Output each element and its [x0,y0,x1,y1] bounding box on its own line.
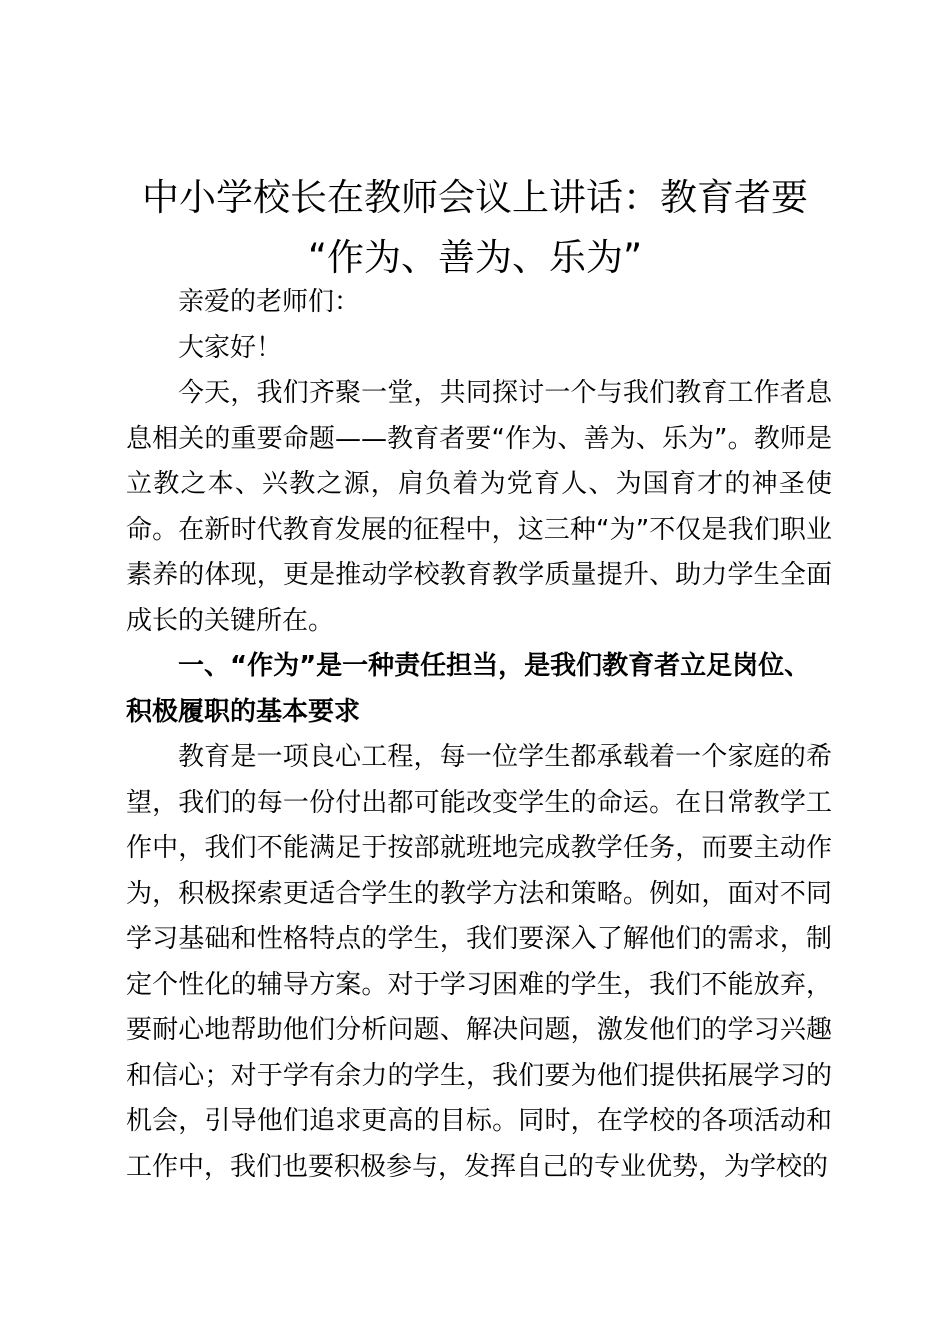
title-line-1: 中小学校长在教师会议上讲话：教育者要 [142,176,808,219]
section-1-heading: 一、“作为”是一种责任担当，是我们教育者立足岗位、积极履职的基本要求 [126,651,811,727]
title-line-2: “作为、善为、乐为” [307,236,643,279]
intro-paragraph: 今天，我们齐聚一堂，共同探讨一个与我们教育工作者息息相关的重要命题——教育者要“作为、善为、乐为”。教师是立教之本、兴教之源，肩负着为党育人、为国育才的神圣使命。在新时代教育发展的征程中，这三种“为”不仅是我们职业素养的体现，更是推动学校教育教学质量提升、助力学生全面成长的关键所在。 [126,378,832,636]
section-1-paragraph: 教育是一项良心工程，每一位学生都承载着一个家庭的希望，我们的每一份付出都可能改变学生的命运。在日常教学工作中，我们不能满足于按部就班地完成教学任务，而要主动作为，积极探索更适合学生的教学方法和策略。例如，面对不同学习基础和性格特点的学生，我们要深入了解他们的需求，制定个性化的辅导方案。对于学习困难的学生，我们不能放弃，要耐心地帮助他们分析问题、解决问题，激发他们的学习兴趣和信心；对于学有余力的学生，我们要为他们提供拓展学习的机会，引导他们追求更高的目标。同时，在学校的各项活动和工作中，我们也要积极参与，发挥自己的专业优势，为学校的 [126,742,832,1182]
greeting: 亲爱的老师们： [178,287,361,317]
document-title [120,168,830,288]
salutation: 大家好！ [178,332,283,363]
document-body [126,280,832,1190]
